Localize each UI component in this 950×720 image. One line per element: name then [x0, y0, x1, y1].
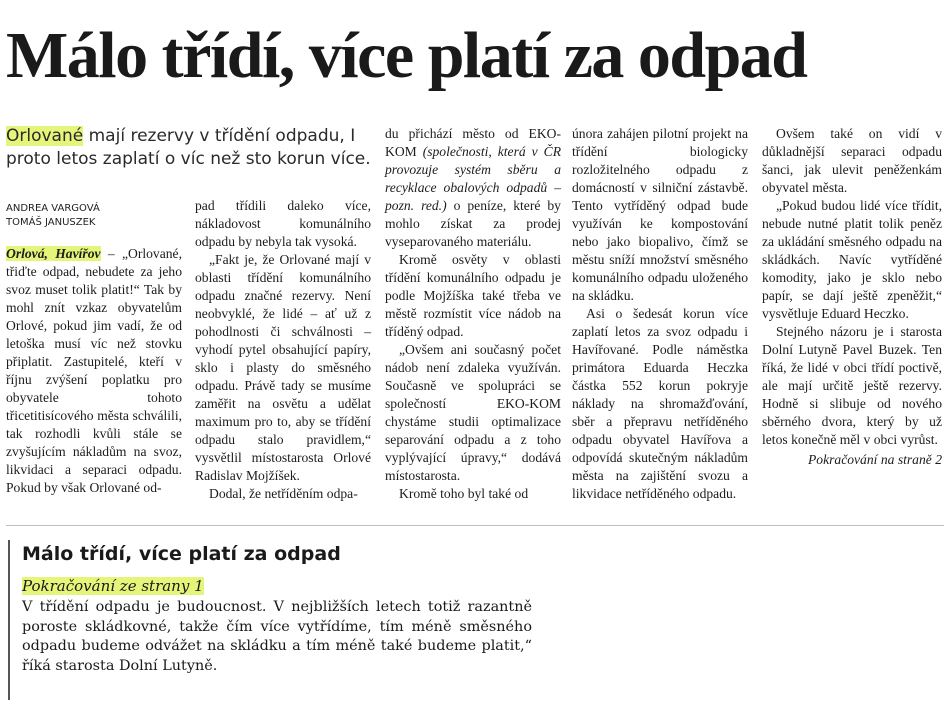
section-divider [6, 525, 944, 526]
continued-from-label: Pokračování ze strany 1 [22, 577, 204, 595]
editor-note: (společnosti, která v ČR provozuje systém sběru a recyklace obalových odpadů – pozn. red.) [385, 144, 561, 213]
article-column-3 [385, 125, 561, 503]
paragraph [385, 125, 561, 251]
paragraph: pad třídili daleko více, nákladovost komunálního odpadu by nebyla tak vysoká. [195, 198, 371, 249]
paragraph: Asi o šedesát korun více zaplatí letos za svoz odpadu i Havířované. Podle náměstka primátora Eduarda Heczka částka 552 korun pokryje náklady na shromažďování, sběr a přepravu netříděného odpadu obyvatel Havířova a odpovídá skutečným nákladům města na zajištění svozu a likvidace netříděného odpadu. [572, 306, 748, 501]
paragraph-text: o peníze, které by mohlo získat za prodej vyseparovaného materiálu. [385, 198, 561, 249]
paragraph: Dodal, že netříděním odpa- [209, 486, 358, 501]
paragraph: Kromě osvěty v oblasti třídění komunálního odpadu je podle Mojžíška také třeba ve městě rozmístit více nádob na tříděný odpad. [385, 252, 561, 339]
author-1: ANDREA VARGOVÁ [6, 203, 100, 214]
continuation-title: Málo třídí, více platí za odpad [22, 543, 341, 565]
continuation-text: V třídění odpadu je budoucnost. V nejbližších letech totiž razantně poroste skládkovné, takže čím více vytřídíme, tím méně směsného odpadu budeme odvážet na skládku a tím méně také budeme platit,“ říká starosta Dolní Lutyně. [22, 599, 532, 674]
page-title: Málo třídí, více platí za odpad [6, 19, 807, 92]
paragraph-text: du přichází město od EKO-KOM [385, 126, 561, 159]
byline [6, 202, 186, 230]
paragraph: Kromě toho byl také od [399, 486, 529, 501]
continued-note: Pokračování na straně 2 [807, 452, 942, 467]
highlighted-word: Orlované [6, 126, 84, 146]
paragraph: února zahájen pilotní projekt na třídění biologicky rozložitelného odpadu z domácností v silniční zástavbě. Tento vytříděný odpad bude využíván ke kompostování nebo jako biopalivo, čímž se městu sníží množství směsného komunálního odpadu uloženého na skládku. [572, 126, 748, 303]
article-column-5 [762, 125, 942, 469]
paragraph: „Ovšem ani současný počet nádob není zdaleka využíván. Současně ve spolupráci se společností EKO-KOM chystáme studii optimalizace separování odpadu a z toho vyplývající úpravy,“ dodává místostarosta. [385, 342, 561, 483]
paragraph: „Fakt je, že Orlované mají v oblasti třídění komunálního odpadu značné rezervy. Není neobvyklé, že lidé – ať už z pohodlnosti či schválnosti – vyhodí pytel obsahující papíry, sklo i plasty do směsného odpadu. Právě tady se musíme zaměřit na osvětu a udělat maximum pro to, aby se třídění odpadu stalo pravidlem,“ vysvětlil místostarosta Orlové Radislav Mojžíšek. [195, 252, 371, 483]
article-column-1 [6, 245, 182, 497]
paragraph: Ovšem také on vidí v důkladnější separaci odpadu šanci, jak ulevit peněženkám obyvatel města. [762, 126, 942, 195]
dateline: Orlová, Havířov [6, 246, 101, 261]
continued-from [22, 577, 204, 596]
paragraph: Stejného názoru je i starosta Dolní Lutyně Pavel Buzek. Ten říká, že lidé v obci třídí poctivě, ale mají určitě ještě rezervy. Hodně si slibuje od nového sběrného dvora, který by už letos konečně měl v obci vyrůst. [762, 324, 942, 447]
subheadline-text: mají rezervy v třídění odpadu, I proto letos zaplatí o víc než sto korun více. [6, 126, 371, 169]
paragraph-text: – „Orlované, třiďte odpad, nebudete za jeho svoz muset tolik platit!“ Tak by mohl znít vzkaz obyvatelům Orlové, pokud jim vadí, že od letoška musí víc než stovku připlatit. Zastupitelé, kteří v říjnu zvýšení poplatku pro obyvatele tohoto třicetitisícového města schválili, tak rozhodli kvůli stále se zvyšujícím nákladům na svoz, likvidaci a separaci odpadu. Pokud by však Orlované od- [6, 246, 182, 495]
article-column-2 [195, 197, 371, 503]
subheadline [6, 125, 376, 171]
paragraph: „Pokud budou lidé více třídit, nebude nutné platit tolik peněz za ukládání směsného odpadu na skládkách. Navíc vytříděné komodity, jako je sklo nebo papír, se dají ještě zpeněžit,“ vysvětluje Eduard Heczko. [762, 198, 942, 321]
article-column-4 [572, 125, 748, 503]
author-2: TOMÁŠ JANUSZEK [6, 217, 96, 228]
section-marker [8, 540, 10, 700]
paragraph [6, 245, 182, 497]
